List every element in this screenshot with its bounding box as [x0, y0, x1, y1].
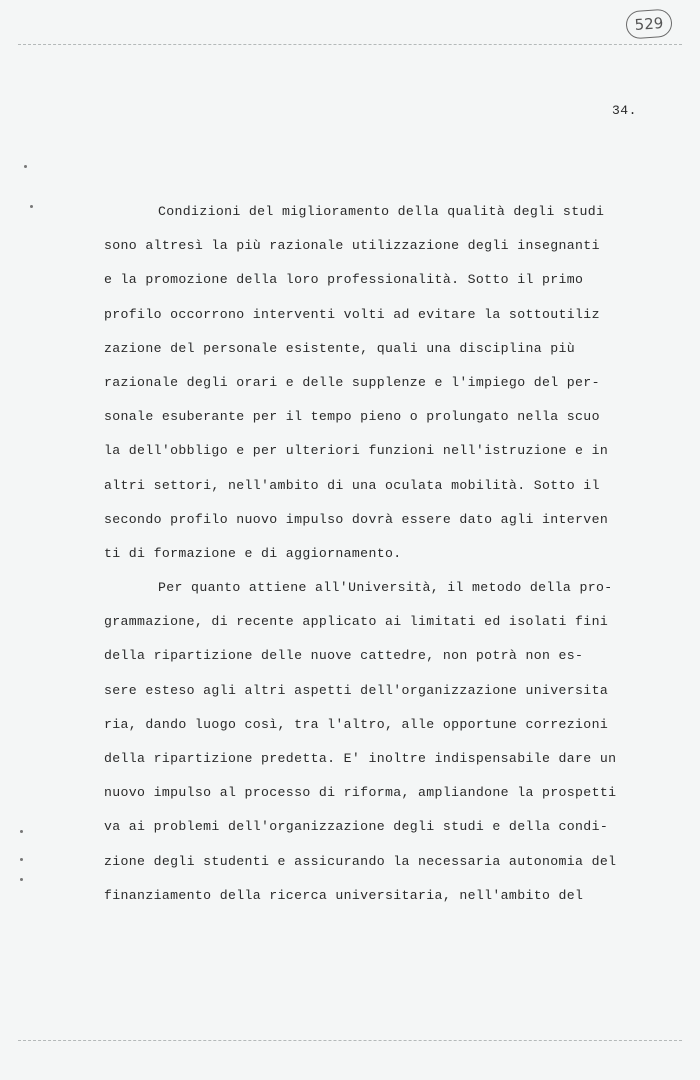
scan-speck	[24, 165, 27, 168]
text-line: grammazione, di recente applicato ai limitati ed isolati fini	[104, 614, 609, 630]
text-line: va ai problemi dell'organizzazione degli studi e della condi-	[104, 819, 609, 835]
text-line: ria, dando luogo così, tra l'altro, alle opportune correzioni	[104, 716, 609, 732]
paragraph-2	[104, 580, 664, 922]
top-edge-line	[18, 44, 682, 45]
text-line: altri settori, nell'ambito di una oculata mobilità. Sotto il	[104, 477, 600, 493]
bottom-edge-line	[18, 1040, 682, 1041]
text-line: razionale degli orari e delle supplenze e l'impiego del per-	[104, 374, 600, 390]
text-line: sere esteso agli altri aspetti dell'organizzazione universita	[104, 682, 609, 698]
body-text	[104, 204, 664, 922]
text-line: zione degli studenti e assicurando la necessaria autonomia del	[104, 853, 617, 869]
paragraph-1	[104, 204, 664, 580]
archive-stamp: 529	[625, 8, 673, 39]
text-line: secondo profilo nuovo impulso dovrà essere dato agli interven	[104, 511, 609, 527]
text-line: zazione del personale esistente, quali una disciplina più	[104, 340, 576, 356]
scan-speck	[20, 858, 23, 861]
text-line: Per quanto attiene all'Università, il metodo della pro-	[158, 580, 613, 596]
text-line: Condizioni del miglioramento della qualità degli studi	[158, 204, 605, 219]
text-line: ti di formazione e di aggiornamento.	[104, 545, 402, 561]
text-line: e la promozione della loro professionalità. Sotto il primo	[104, 272, 584, 288]
page-number: 34.	[612, 103, 637, 118]
scan-speck	[20, 830, 23, 833]
text-line: della ripartizione delle nuove cattedre, non potrà non es-	[104, 648, 584, 664]
text-line: della ripartizione predetta. E' inoltre indispensabile dare un	[104, 751, 617, 766]
text-line: sono altresì la più razionale utilizzazione degli insegnanti	[104, 238, 600, 254]
text-line: profilo occorrono interventi volti ad evitare la sottoutiliz	[104, 306, 600, 322]
text-line: sonale esuberante per il tempo pieno o prolungato nella scuo	[104, 409, 600, 425]
text-line: nuovo impulso al processo di riforma, ampliandone la prospetti	[104, 785, 617, 801]
text-line: finanziamento della ricerca universitaria, nell'ambito del	[104, 887, 584, 903]
scan-speck	[30, 205, 33, 208]
text-line: la dell'obbligo e per ulteriori funzioni nell'istruzione e in	[104, 443, 609, 459]
scan-speck	[20, 878, 23, 881]
